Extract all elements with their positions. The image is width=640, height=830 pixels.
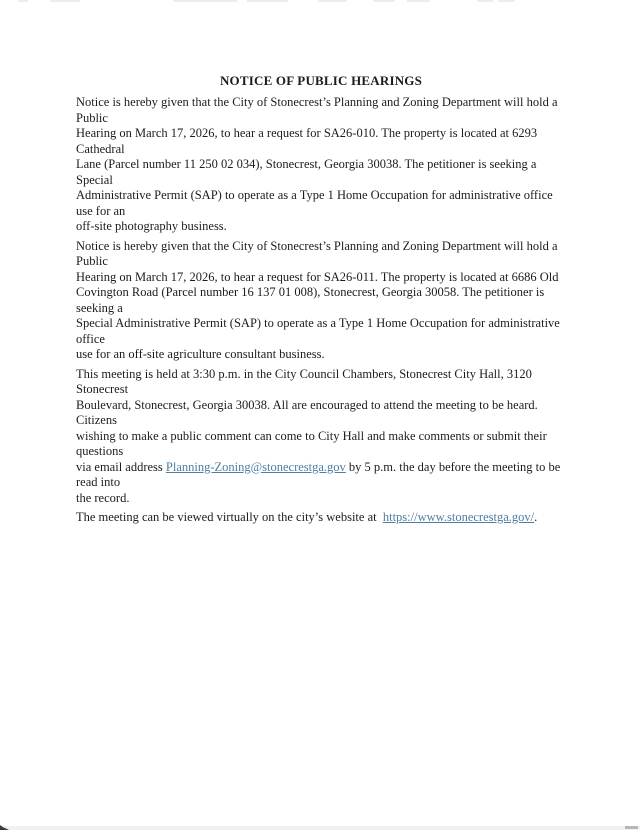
paragraph-4 [76,510,566,526]
text-segment: Administrative Permit (SAP) to operate as a Type 1 Home Occupation for administrative office use for an [76,188,556,218]
text-segment: Notice is hereby given that the City of Stonecrest’s Planning and Zoning Department will hold a Public [76,238,561,268]
website-link[interactable]: https://www.stonecrestga.gov/ [382,510,535,524]
scan-artifact [50,0,80,2]
document-content [76,73,566,530]
text-segment: Boulevard, Stonecrest, Georgia 30038. All are encouraged to attend the meeting to be heard. Citizens [76,397,541,427]
text-segment: . [534,510,538,524]
text-segment: via email address [76,459,166,474]
text-line [76,398,566,429]
text-line [76,285,566,316]
text-line [76,510,566,526]
text-line [76,429,566,460]
scan-artifact [173,0,237,2]
text-segment: Lane (Parcel number 11 250 02 034), Stonecrest, Georgia 30038. The petitioner is seeking a Special [76,157,540,187]
document-body [76,95,566,526]
scan-artifact [18,0,28,2]
text-segment: the record. [76,490,130,505]
text-segment: Covington Road (Parcel number 16 137 01 008), Stonecrest, Georgia 30058. The petitioner is seeking a [76,285,548,315]
text-segment: Hearing on March 17, 2026, to hear a request for SA26-010. The property is located at 6293 Cathedral [76,126,541,156]
text-line [76,188,566,219]
text-line [76,219,566,235]
text-line [76,126,566,157]
email-link[interactable]: Planning-Zoning@stonecrestga.gov [165,459,346,474]
page-title: NOTICE OF PUBLIC HEARINGS [219,73,423,88]
paragraph-3 [76,367,566,507]
paragraph-1 [76,95,566,235]
scan-artifact [407,0,430,2]
text-line [76,95,566,126]
text-line [76,157,566,188]
text-segment: The meeting can be viewed virtually on the city’s website at [76,510,383,524]
text-segment: This meeting is held at 3:30 p.m. in the City Council Chambers, Stonecrest City Hall, 3120 Stonecrest [76,366,535,396]
scan-artifact [498,0,515,2]
scan-artifact [247,0,288,2]
text-line [76,239,566,270]
text-line [76,460,566,491]
scan-artifact [625,826,638,829]
scan-artifact [318,0,347,2]
text-line [76,347,566,363]
paragraph-2 [76,239,566,363]
text-line [76,270,566,286]
text-segment: off-site photography business. [76,219,227,233]
text-line [76,316,566,347]
scan-bottom-edge [0,826,640,830]
text-segment: wishing to make a public comment can come to City Hall and make comments or submit their questions [76,428,550,458]
text-line [76,367,566,398]
text-line [76,491,566,507]
text-segment: use for an off-site agriculture consultant business. [76,347,325,361]
text-segment: Hearing on March 17, 2026, to hear a request for SA26-011. The property is located at 6686 Old [76,269,559,284]
text-segment: by 5 p.m. the day before the meeting to be read into [76,459,564,489]
scan-artifact [477,0,493,2]
scan-artifact [373,0,395,2]
text-segment: Special Administrative Permit (SAP) to operate as a Type 1 Home Occupation for administrative office [76,316,563,346]
text-segment: Notice is hereby given that the City of Stonecrest’s Planning and Zoning Department will hold a Public [76,95,561,125]
